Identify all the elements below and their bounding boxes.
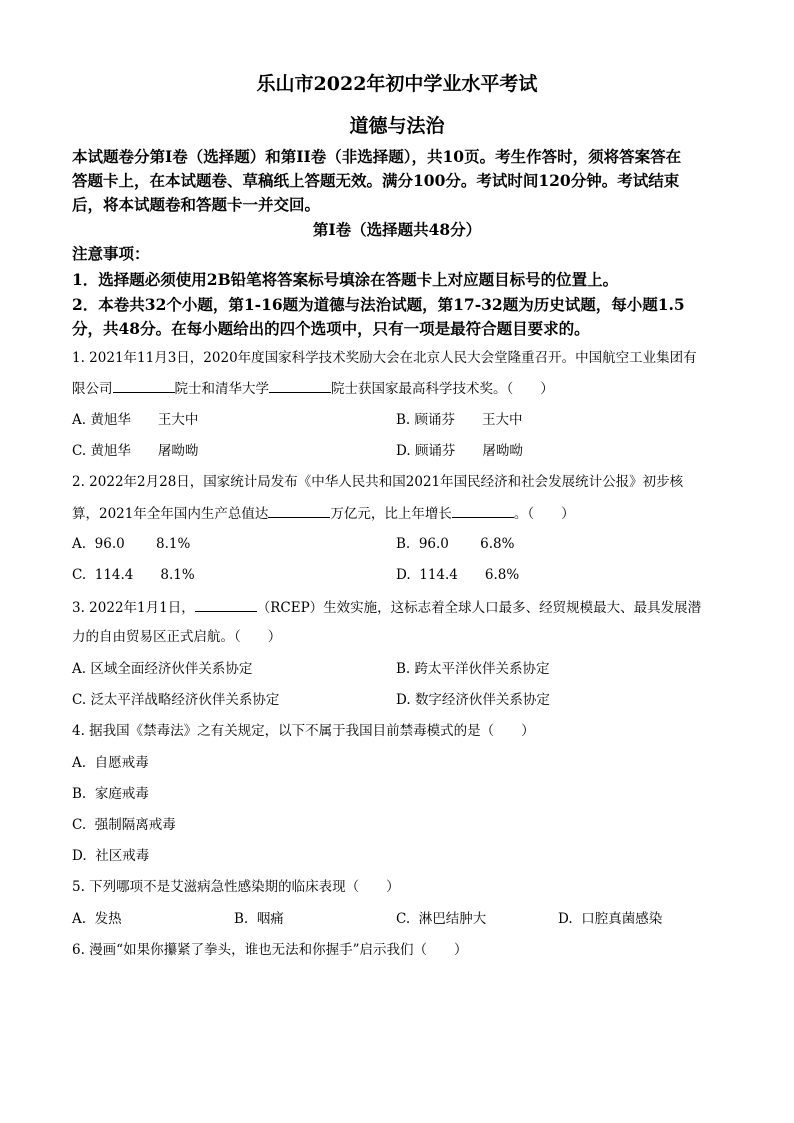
option-text: 泛太平洋战略经济伙伴关系协定 — [90, 692, 280, 708]
option-text: 口腔真菌感染 — [581, 911, 663, 927]
question-2-line-1: 2. 2022年2月28日，国家统计局发布《中华人民共和国2021年国民经济和社会发展统计公报》初步核 — [72, 474, 684, 490]
intro-line-2: 答题卡上，在本试题卷、草稿纸上答题无效。满分100分。考试时间120分钟。考试结束 — [72, 171, 680, 190]
question-4-line-1: 4. 据我国《禁毒法》之有关规定，以下不属于我国目前禁毒模式的是（ ） — [72, 723, 535, 739]
question-5-option-d — [558, 909, 662, 929]
option-text: 114.4 8.1% — [94, 567, 195, 583]
option-text: 跨太平洋伙伴关系协定 — [414, 661, 550, 677]
subject-title: 道德与法治 — [349, 115, 445, 137]
option-letter: A. — [72, 536, 87, 552]
question-1-line-2 — [72, 378, 554, 399]
option-letter: C. — [396, 911, 411, 927]
question-1-text-a: 限公司 — [72, 381, 113, 397]
question-3-text-b: （RCEP）生效实施，这标志着全球人口最多、经贸规模最大、最具发展潜 — [256, 600, 702, 616]
question-2-option-d — [396, 565, 519, 585]
question-3-option-b — [396, 659, 550, 679]
section-heading: 第I卷（选择题共48分） — [312, 220, 482, 239]
option-text: 强制隔离戒毒 — [94, 817, 176, 833]
option-letter: A. — [72, 661, 87, 677]
question-5-line-1: 5. 下列哪项不是艾滋病急性感染期的临床表现（ ） — [72, 879, 400, 895]
question-3-option-a — [72, 659, 252, 679]
option-text: 96.0 8.1% — [94, 536, 191, 552]
answer-blank — [268, 503, 330, 518]
answer-blank — [269, 378, 331, 393]
option-letter: C. — [72, 443, 87, 459]
option-text: 自愿戒毒 — [94, 755, 149, 771]
question-1-option-c — [72, 441, 198, 461]
question-1-option-a — [72, 410, 198, 430]
option-text: 区域全面经济伙伴关系协定 — [90, 661, 253, 677]
option-letter: D. — [558, 911, 573, 927]
option-text: 社区戒毒 — [95, 848, 150, 864]
option-letter: A. — [72, 755, 87, 771]
option-letter: D. — [396, 692, 411, 708]
question-2-option-c — [72, 565, 195, 585]
option-letter: C. — [72, 692, 87, 708]
question-6-line-1: 6. 漫画“如果你攥紧了拳头，谁也无法和你握手”启示我们（ ） — [72, 942, 468, 958]
answer-blank — [113, 378, 175, 393]
question-2-text-c: 。（ ） — [513, 506, 575, 522]
question-3-option-d — [396, 690, 550, 710]
question-4-option-c — [72, 815, 176, 835]
question-2-option-a — [72, 534, 190, 554]
answer-blank — [195, 597, 257, 612]
question-2-option-b — [396, 534, 514, 554]
question-4-option-a — [72, 753, 149, 773]
option-letter: C. — [72, 567, 87, 583]
question-3-line-2: 力的自由贸易区正式启航。（ ） — [72, 629, 282, 645]
answer-blank — [452, 503, 514, 518]
intro-line-1: 本试题卷分第I卷（选择题）和第II卷（非选择题），共10页。考生作答时，须将答案答在 — [72, 147, 682, 166]
question-4-option-d — [72, 846, 149, 866]
question-1-text-b: 院士和清华大学 — [174, 381, 269, 397]
question-5-option-b — [234, 909, 284, 929]
option-text: 家庭戒毒 — [94, 786, 149, 802]
option-text: 顾诵芬 屠呦呦 — [414, 443, 523, 459]
question-2-text-a: 算，2021年全年国内生产总值达 — [72, 506, 269, 522]
question-1-line-1: 1. 2021年11月3日，2020年度国家科学技术奖励大会在北京人民大会堂隆重召开。中国航空工业集团有 — [72, 350, 697, 366]
option-text: 黄旭华 王大中 — [90, 412, 199, 428]
option-letter: A. — [72, 412, 87, 428]
option-text: 114.4 6.8% — [419, 567, 520, 583]
option-text: 顾诵芬 王大中 — [414, 412, 523, 428]
note-1: 1．选择题必须使用2B铅笔将答案标号填涂在答题卡上对应题目标号的位置上。 — [72, 270, 619, 289]
note-2-line-2: 分，共48分。在每小题给出的四个选项中，只有一项是最符合题目要求的。 — [72, 319, 590, 338]
option-text: 咽痛 — [256, 911, 284, 927]
option-text: 发热 — [94, 911, 122, 927]
question-1-option-d — [396, 441, 523, 461]
intro-line-3: 后，将本试题卷和答题卡一并交回。 — [72, 195, 321, 214]
question-1-option-b — [396, 410, 523, 430]
notes-title: 注意事项： — [72, 244, 150, 263]
option-letter: A. — [72, 911, 87, 927]
question-4-option-b — [72, 784, 149, 804]
option-letter: C. — [72, 817, 87, 833]
option-letter: B. — [72, 786, 87, 802]
option-letter: B. — [234, 911, 249, 927]
option-text: 数字经济伙伴关系协定 — [414, 692, 550, 708]
option-letter: D. — [396, 567, 411, 583]
exam-title: 乐山市2022年初中学业水平考试 — [256, 73, 538, 95]
question-3-option-c — [72, 690, 279, 710]
option-letter: B. — [396, 536, 411, 552]
option-letter: B. — [396, 661, 411, 677]
question-3-text-a: 3. 2022年1月1日， — [72, 600, 195, 616]
question-5-option-c — [396, 909, 486, 929]
option-letter: D. — [72, 848, 87, 864]
option-letter: B. — [396, 412, 411, 428]
question-2-text-b: 万亿元，比上年增长 — [330, 506, 452, 522]
option-text: 淋巴结肿大 — [418, 911, 487, 927]
option-letter: D. — [396, 443, 411, 459]
question-2-line-2 — [72, 503, 575, 524]
question-3-line-1 — [72, 597, 701, 618]
note-2-line-1: 2．本卷共32个小题，第1-16题为道德与法治试题，第17-32题为历史试题，每小题1.5 — [72, 295, 685, 314]
option-text: 黄旭华 屠呦呦 — [90, 443, 199, 459]
question-1-text-c: 院士获国家最高科学技术奖。（ ） — [331, 381, 554, 397]
question-5-option-a — [72, 909, 122, 929]
option-text: 96.0 6.8% — [418, 536, 515, 552]
